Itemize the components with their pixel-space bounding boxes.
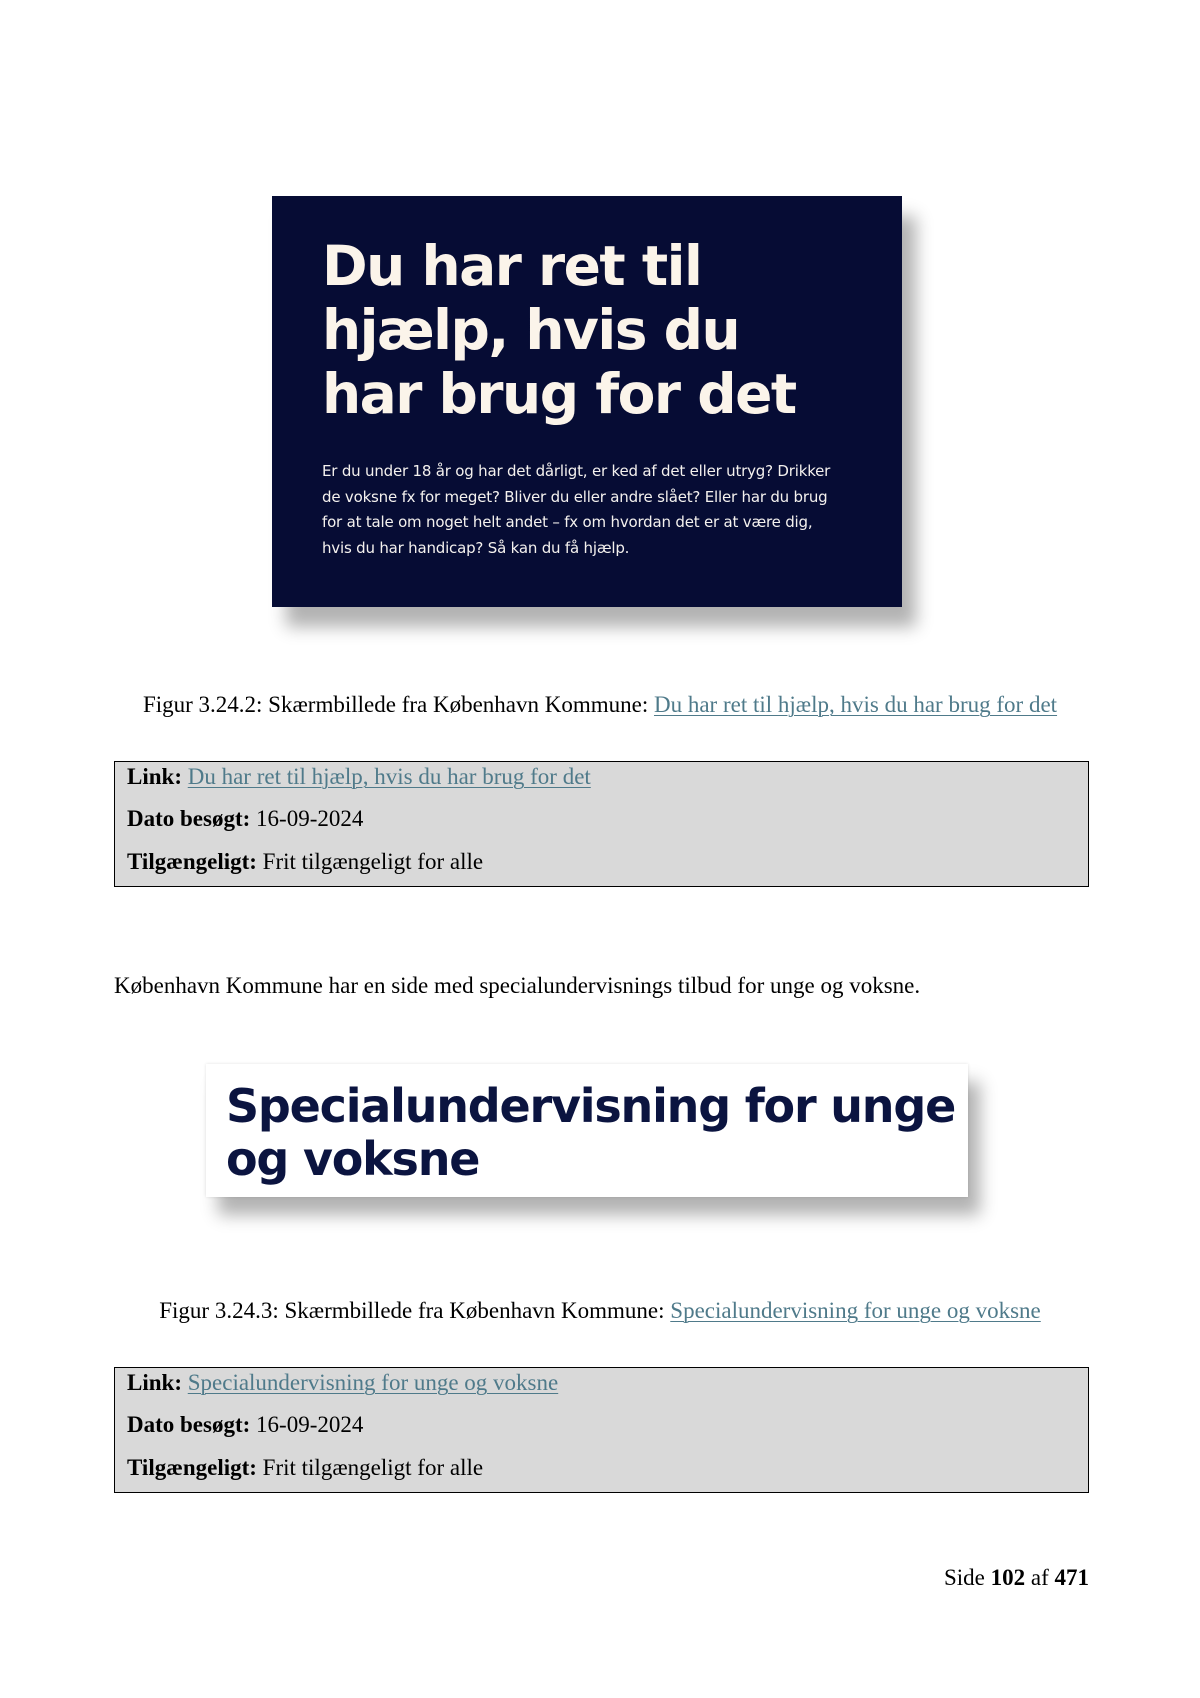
caption-text: Figur 3.24.3: Skærmbillede fra København Kommune: bbox=[159, 1298, 671, 1323]
banner-body-line: hvis du har handicap? Så kan du få hjælp. bbox=[322, 538, 630, 557]
info-access-row bbox=[127, 848, 483, 876]
info-access-value: Frit tilgængeligt for alle bbox=[262, 1455, 484, 1480]
caption-text: Figur 3.24.2: Skærmbillede fra København Kommune: bbox=[142, 692, 654, 717]
info-access-label: Tilgængeligt: bbox=[127, 849, 257, 874]
caption-link[interactable]: Du har ret til hjælp, hvis du har brug for det bbox=[653, 692, 1058, 717]
figure-caption bbox=[0, 1297, 1200, 1325]
screenshot-help-banner bbox=[272, 196, 902, 607]
page-number bbox=[944, 1564, 1089, 1592]
page-prefix: Side bbox=[943, 1565, 985, 1590]
source-info-box bbox=[114, 1367, 1089, 1493]
info-link-label: Link: bbox=[127, 1370, 182, 1395]
banner-heading bbox=[226, 1080, 966, 1186]
page-of: af bbox=[1030, 1565, 1049, 1590]
caption-link[interactable]: Specialundervisning for unge og voksne bbox=[670, 1298, 1041, 1323]
info-access-value: Frit tilgængeligt for alle bbox=[262, 849, 484, 874]
info-link-row bbox=[127, 1369, 558, 1397]
banner-body-line: Er du under 18 år og har det dårligt, er ked af det eller utryg? Drikker bbox=[322, 462, 831, 480]
banner-heading-line: og voksne bbox=[226, 1132, 480, 1186]
page-total: 471 bbox=[1054, 1565, 1089, 1590]
page-current: 102 bbox=[990, 1565, 1026, 1590]
info-link[interactable]: Specialundervisning for unge og voksne bbox=[187, 1370, 559, 1395]
body-paragraph: København Kommune har en side med specialundervisnings tilbud for unge og voksne. bbox=[114, 973, 921, 998]
info-link[interactable]: Du har ret til hjælp, hvis du har brug for det bbox=[187, 764, 591, 789]
info-access-label: Tilgængeligt: bbox=[127, 1455, 257, 1480]
info-date-label: Dato besøgt: bbox=[127, 806, 251, 831]
info-date-value: 16-09-2024 bbox=[256, 1412, 364, 1437]
banner-heading-line: Du har ret til bbox=[322, 234, 702, 298]
info-date-row bbox=[127, 1411, 363, 1439]
info-date-label: Dato besøgt: bbox=[127, 1412, 251, 1437]
banner-heading bbox=[322, 234, 882, 426]
info-access-row bbox=[127, 1454, 483, 1482]
info-link-row bbox=[127, 763, 591, 791]
banner-body-line: for at tale om noget helt andet – fx om hvordan det er at være dig, bbox=[322, 513, 813, 531]
banner-body-text bbox=[322, 459, 867, 561]
banner-heading-line: hjælp, hvis du bbox=[322, 298, 740, 362]
source-info-box bbox=[114, 761, 1089, 887]
info-date-row bbox=[127, 805, 363, 833]
banner-body-line: de voksne fx for meget? Bliver du eller andre slået? Eller har du brug bbox=[322, 487, 828, 506]
info-link-label: Link: bbox=[127, 764, 182, 789]
screenshot-special-education-banner bbox=[206, 1064, 968, 1197]
banner-heading-line: Specialundervisning for unge bbox=[226, 1079, 956, 1133]
figure-caption bbox=[0, 691, 1200, 719]
info-date-value: 16-09-2024 bbox=[256, 806, 364, 831]
banner-heading-line: har brug for det bbox=[322, 362, 796, 426]
